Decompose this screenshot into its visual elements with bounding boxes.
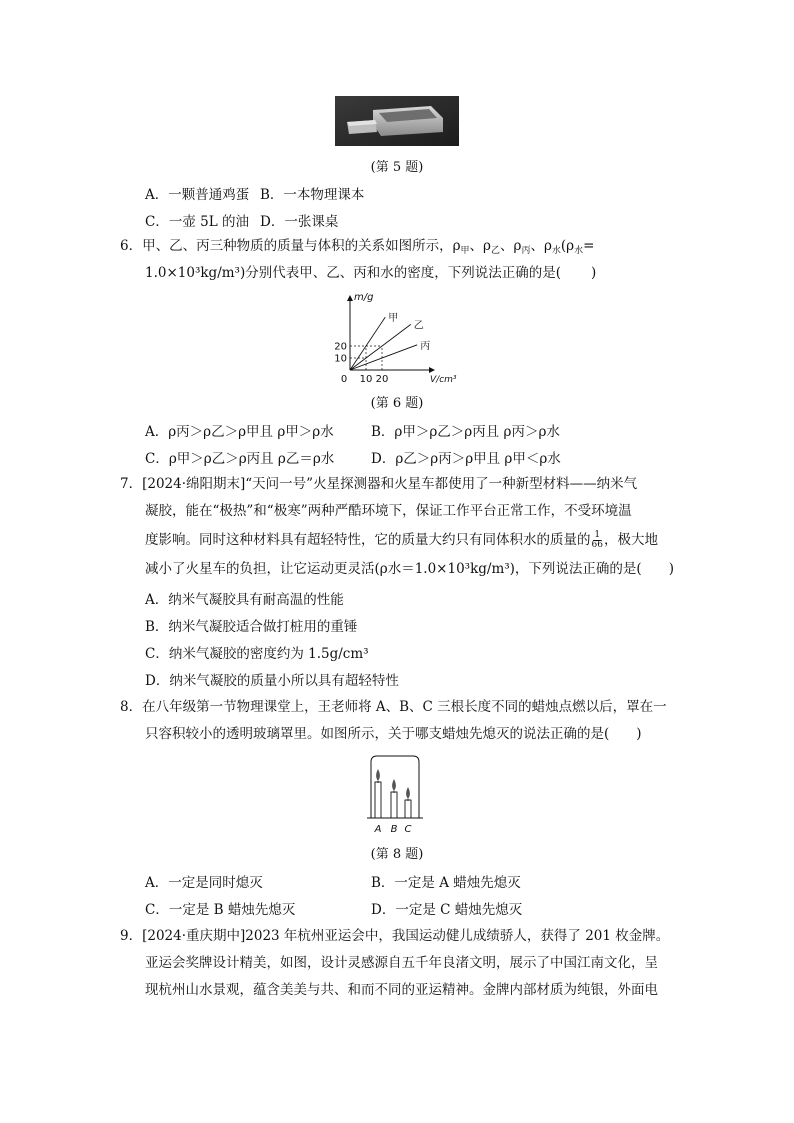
q5-option-b: B．一本物理课本 bbox=[260, 187, 365, 203]
series-label-2: 丙 bbox=[420, 340, 431, 352]
y-axis-label: m/g bbox=[354, 292, 374, 303]
q8-stem-line1: 8．在八年级第一节物理课堂上，王老师将 A、B、C 三根长度不同的蜡烛点燃以后，罩在一 bbox=[120, 699, 667, 715]
candle-b bbox=[391, 792, 397, 818]
y-tick-label: 10 bbox=[334, 353, 347, 365]
q8-stem-line2: 只容积较小的透明玻璃罩里。如图所示，关于哪支蜡烛先熄灭的说法正确的是( ) bbox=[145, 726, 642, 742]
q9-stem-line1: 9．[2024·重庆期中]2023 年杭州亚运会中，我国运动健儿成绩骄人，获得了 201 枚金牌。 bbox=[120, 928, 670, 944]
series-label-1: 乙 bbox=[413, 320, 424, 332]
q9-stem-line2: 亚运会奖牌设计精美，如图，设计灵感源自五千年良渚文明，展示了中国江南文化，呈 bbox=[145, 955, 658, 971]
series-line-2 bbox=[350, 345, 417, 370]
q6-stem-line1: 6．甲、乙、丙三种物质的质量与体积的关系如图所示，$\rho_甲$、$\rho_乙$、$\rho_丙$、$\rho_水(\rho_水=$ bbox=[120, 238, 595, 256]
flame-a bbox=[376, 769, 380, 781]
candle-a bbox=[375, 782, 381, 818]
q7-option-c: C．纳米气凝胶的密度约为 1.5g/cm³ bbox=[145, 646, 369, 662]
mass-volume-chart bbox=[330, 290, 470, 386]
q8-candle-figure bbox=[365, 752, 425, 836]
x-tick-label: 0 bbox=[340, 374, 348, 385]
q6-stem-line2: 1.0×10³kg/m³)分别代表甲、乙、丙和水的密度，下列说法正确的是( ) bbox=[145, 265, 597, 281]
q6-option-b: B．ρ甲＞ρ乙＞ρ丙且 ρ丙＞ρ水 bbox=[371, 424, 560, 440]
q5-option-a: A．一颗普通鸡蛋 bbox=[145, 187, 250, 203]
x-tick-label: 20 bbox=[375, 374, 389, 385]
fraction-one-over-66: $\frac{1}{66}$ bbox=[591, 530, 603, 550]
y-tick-label: 20 bbox=[334, 341, 347, 353]
q7-stem-line3: 度影响。同时这种材料具有超轻特性，它的质量大约只有同体积水的质量的 $\frac{1}{66}$ ，极大地 bbox=[145, 530, 658, 550]
q7-stem-line4: 减小了火星车的负担，让它运动更灵活(ρ水＝1.0×10³kg/m³)，下列说法正确的是( ) bbox=[145, 561, 674, 577]
q6-option-d: D．ρ乙＞ρ丙＞ρ甲且 ρ甲＜ρ水 bbox=[371, 451, 561, 467]
q8-caption: (第 8 题) bbox=[370, 847, 424, 862]
q5-option-c: C．一壶 5L 的油 bbox=[145, 214, 249, 230]
candle-label-c: C bbox=[404, 824, 412, 835]
q5-photo bbox=[335, 96, 459, 146]
q5-caption: (第 5 题) bbox=[370, 160, 424, 175]
q5-option-d: D．一张课桌 bbox=[260, 214, 339, 230]
q7-stem-line1: 7．[2024·绵阳期末]“天问一号”火星探测器和火星车都使用了一种新型材料——纳米气 bbox=[120, 476, 638, 492]
q6-caption: (第 6 题) bbox=[370, 396, 424, 411]
x-axis-label: V/cm³ bbox=[430, 375, 457, 385]
candle-label-b: B bbox=[390, 824, 398, 835]
q6-option-c: C．ρ甲＞ρ乙＞ρ丙且 ρ乙＝ρ水 bbox=[145, 451, 335, 467]
q7-option-a: A．纳米气凝胶具有耐高温的性能 bbox=[145, 592, 344, 608]
q9-stem-line3: 现杭州山水景观，蕴含美美与共、和而不同的亚运精神。金牌内部材质为纯银，外面电 bbox=[145, 982, 658, 998]
series-line-0 bbox=[350, 317, 385, 370]
series-line-1 bbox=[350, 324, 411, 370]
flame-b bbox=[392, 779, 396, 791]
q8-option-d: D．一定是 C 蜡烛先熄灭 bbox=[371, 902, 523, 918]
candle-c bbox=[405, 800, 411, 818]
candle-label-a: A bbox=[374, 824, 382, 835]
q7-option-b: B．纳米气凝胶适合做打桩用的重锤 bbox=[145, 619, 358, 635]
q6-option-a: A．ρ丙＞ρ乙＞ρ甲且 ρ甲＞ρ水 bbox=[145, 424, 334, 440]
q8-option-a: A．一定是同时熄灭 bbox=[145, 875, 263, 891]
q6-chart bbox=[330, 290, 470, 386]
q7-option-d: D．纳米气凝胶的质量小所以具有超轻特性 bbox=[145, 673, 399, 689]
q8-option-c: C．一定是 B 蜡烛先熄灭 bbox=[145, 902, 296, 918]
q8-option-b: B．一定是 A 蜡烛先熄灭 bbox=[371, 875, 521, 891]
flame-c bbox=[406, 787, 410, 799]
x-tick-label: 10 bbox=[359, 374, 373, 385]
series-label-0: 甲 bbox=[388, 313, 399, 325]
q7-stem-line2: 凝胶，能在“极热”和“极寒”两种严酷环境下，保证工作平台正常工作，不受环境温 bbox=[145, 503, 632, 519]
